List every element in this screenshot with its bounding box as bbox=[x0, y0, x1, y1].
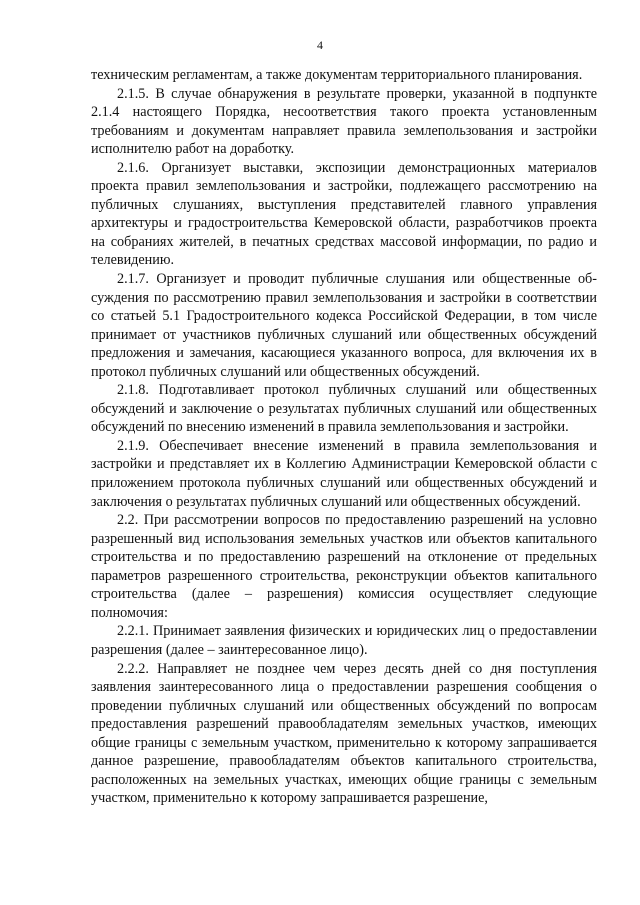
paragraph-2-1-7: 2.1.7. Организует и проводит публичные слушания или общественные обсуждения по рассмотрению правил землепользования и застройки в соответствии со статьей 5.1 Градостроительного кодекса Российской Федерации, в том числе принимает от участников публичных слушаний или общественных обсуждений предложения и замечания, касающиеся указанного вопроса, для включения их в протокол публичных слушаний или общественных обсуждений. bbox=[91, 271, 597, 380]
paragraph-2-2-1: 2.2.1. Принимает заявления физических и юридических лиц о предоставлении разрешения (далее – заинтересованное лицо). bbox=[91, 623, 597, 658]
paragraph-2-1-9: 2.1.9. Обеспечивает внесение изменений в правила землепользования и застройки и представляет их в Коллегию Администрации Кемеровской области с приложением протокола публичных слушаний или общественных обсуждений и заключения о результатах публичных слушаний или общественных обсуждений. bbox=[91, 437, 597, 510]
paragraph-2-2-2: 2.2.2. Направляет не позднее чем через десять дней со дня поступления заявления заинтересованного лица о предоставлении разрешения сообщения о проведении публичных слушаний или общественных обсуждений по вопросам предоставления разрешений правообладателям земельных участков, имеющих общие границы с земельным участком, применительно к которому запрашивается данное разрешение, правообладателям объектов капитального строительства, расположенных на земельных участках, имеющих общие границы с земельным участком, применительно к которому запрашивается разрешение, bbox=[91, 660, 597, 807]
paragraph-2-1-6: 2.1.6. Организует выставки, экспозиции демонстрационных материалов проекта правил землепользования и застройки, подлежащего рассмотрению на публичных слушаниях, выступления представителей главного управления архитектуры и градостроительства Кемеровской области, разработчиков проекта на собраниях жителей, в печатных средствах массовой информации, по радио и телевидению. bbox=[91, 159, 597, 269]
paragraph-2-1-5: 2.1.5. В случае обнаружения в результате проверки, указанной в подпункте 2.1.4 настоящего Порядка, несоответствия такого проекта установленным требованиям и документам направляет правила землепользования и застройки исполнителю работ на доработку. bbox=[91, 85, 597, 158]
paragraph-2-2: 2.2. При рассмотрении вопросов по предоставлению разрешений на условно разрешенный вид использования земельных участков или объектов капитального строительства и по предоставлению разрешений на отклонение от предельных параметров разрешенного строительства, реконструкции объектов капитального строительства (далее – разрешения) комиссия осуществляет следующие полномочия: bbox=[91, 512, 597, 621]
paragraph-2-1-8: 2.1.8. Подготавливает протокол публичных слушаний или общественных обсуждений и заключение о результатах публичных слушаний или общественных обсуждений по внесению изменений в правила землепользования и застройки. bbox=[91, 382, 597, 436]
document-body bbox=[91, 66, 597, 808]
page-number: 4 bbox=[317, 38, 323, 52]
paragraph: техническим регламентам, а также документам территориального планирования. bbox=[91, 67, 583, 83]
